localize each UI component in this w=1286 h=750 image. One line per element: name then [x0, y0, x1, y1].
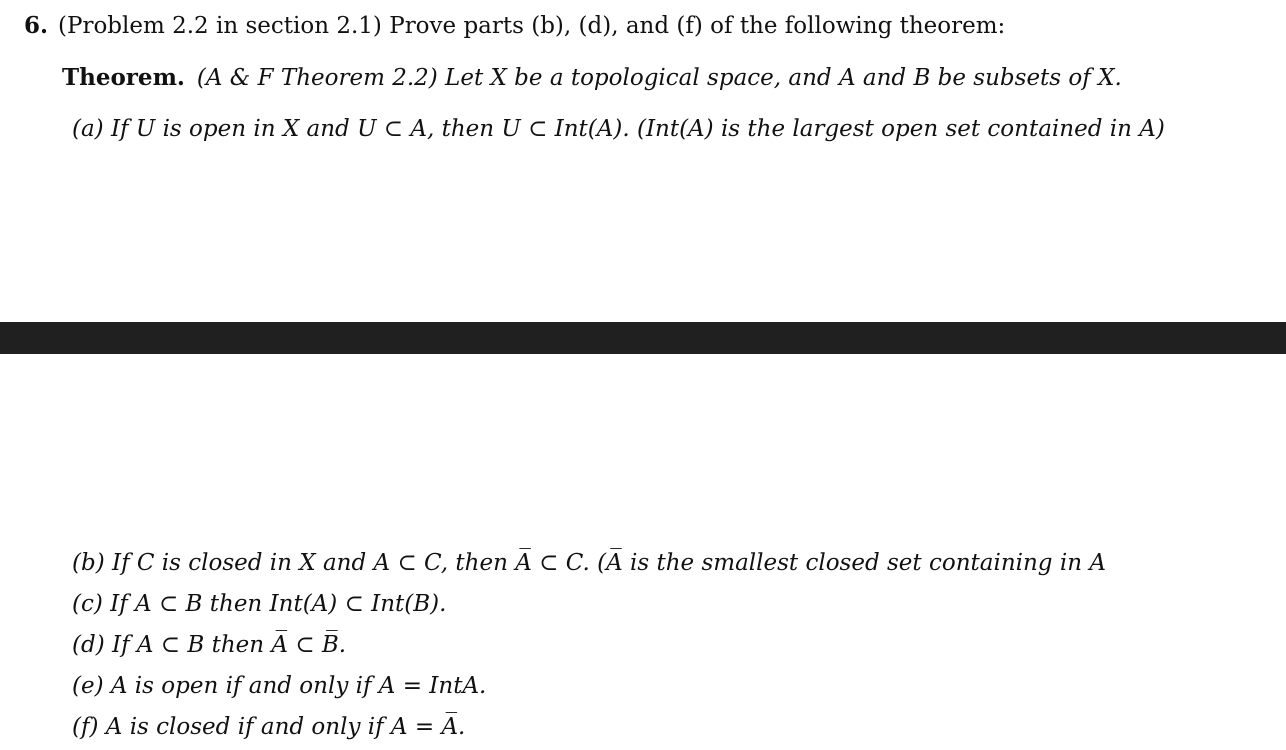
problem-text: (Problem 2.2 in section 2.1) Prove parts (b), (d), and (f) of the following theorem:	[58, 13, 1006, 39]
problem-statement	[24, 14, 1005, 38]
redaction-bar	[0, 322, 1286, 354]
theorem-statement	[62, 66, 1122, 90]
theorem-part-b: (b) If C is closed in X and A ⊂ C, then A̅ ⊂ C. (A̅ is the smallest closed set containing in A	[72, 550, 1106, 576]
theorem-part-d: (d) If A ⊂ B then A̅ ⊂ B̅.	[72, 632, 347, 658]
theorem-part-c: (c) If A ⊂ B then Int(A) ⊂ Int(B).	[72, 591, 447, 617]
theorem-text: (A & F Theorem 2.2) Let X be a topological space, and A and B be subsets of X.	[196, 65, 1122, 91]
theorem-part-a: (a) If U is open in X and U ⊂ A, then U ⊂ Int(A). (Int(A) is the largest open set contained in A)	[72, 116, 1165, 142]
theorem-part-f: (f) A is closed if and only if A = A̅.	[72, 714, 466, 740]
theorem-label: Theorem.	[62, 64, 185, 91]
problem-number: 6.	[24, 12, 49, 39]
theorem-part-e: (e) A is open if and only if A = IntA.	[72, 673, 487, 699]
